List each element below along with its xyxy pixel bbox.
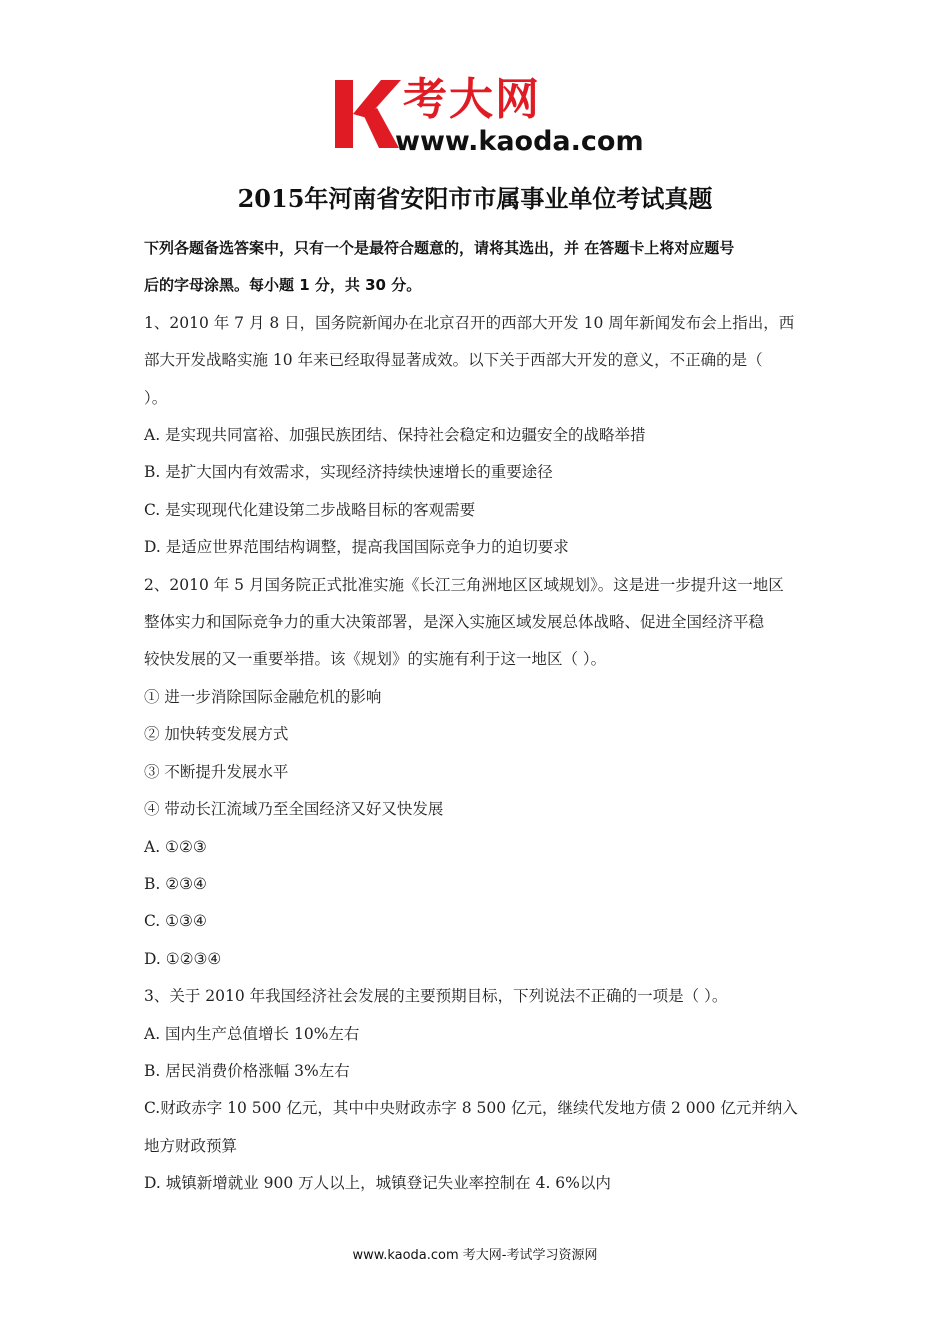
- question-1-option-b: B. 是扩大国内有效需求，实现经济持续快速增长的重要途径: [144, 463, 553, 482]
- question-2-option-b: B. ②③④: [144, 874, 207, 893]
- kaoda-logo: [333, 72, 653, 160]
- logo-k-icon: [333, 74, 403, 152]
- question-3-option-c-continued: 地方财政预算: [144, 1136, 238, 1155]
- question-2-statement-4: ④ 带动长江流域乃至全国经济又好又快发展: [144, 800, 444, 819]
- question-3-option-d: D. 城镇新增就业 900 万人以上，城镇登记失业率控制在 4. 6%以内: [144, 1174, 611, 1193]
- question-2-stem: 2、2010 年 5 月国务院正式批准实施《长江三角洲地区区域规划》。这是进一步提升这一地区: [144, 575, 784, 594]
- question-1-option-c: C. 是实现现代化建设第二步战略目标的客观需要: [144, 500, 476, 519]
- question-2-statement-3: ③ 不断提升发展水平: [144, 762, 289, 781]
- question-2-statement-2: ② 加快转变发展方式: [144, 725, 289, 744]
- question-3-option-c: C.财政赤字 10 500 亿元，其中中央财政赤字 8 500 亿元，继续代发地方债 2 000 亿元并纳入: [144, 1099, 798, 1118]
- question-3-option-a: A. 国内生产总值增长 10%左右: [144, 1024, 360, 1043]
- logo-chinese-name: 考大网: [403, 74, 541, 125]
- question-2-stem: 较快发展的又一重要举措。该《规划》的实施有利于这一地区（ ）。: [144, 650, 607, 669]
- question-1-stem: ）。: [144, 388, 168, 407]
- logo-url: www.kaoda.com: [395, 126, 644, 157]
- question-1-stem: 1、2010 年 7 月 8 日，国务院新闻办在北京召开的西部大开发 10 周年新闻发布会上指出，西: [144, 313, 795, 332]
- question-3-option-b: B. 居民消费价格涨幅 3%左右: [144, 1061, 350, 1080]
- question-1-option-d: D. 是适应世界范围结构调整，提高我国国际竞争力的迫切要求: [144, 538, 569, 557]
- question-2-option-a: A. ①②③: [144, 837, 207, 856]
- document-title: 2015年河南省安阳市市属事业单位考试真题: [237, 184, 713, 213]
- document-body: [144, 230, 810, 1203]
- question-2-option-c: C. ①③④: [144, 912, 207, 931]
- question-1-option-a: A. 是实现共同富裕、加强民族团结、保持社会稳定和边疆安全的战略举措: [144, 426, 646, 445]
- question-2-stem: 整体实力和国际竞争力的重大决策部署，是深入实施区域发展总体战略、促进全国经济平稳: [144, 613, 765, 632]
- instruction-line: 下列各题备选答案中，只有一个是最符合题意的，请将其选出，并 在答题卡上将对应题号: [144, 239, 735, 257]
- question-3-stem: 3、关于 2010 年我国经济社会发展的主要预期目标，下列说法不正确的一项是（ ）。: [144, 987, 728, 1006]
- instruction-line: 后的字母涂黑。每小题 1 分，共 30 分。: [144, 276, 422, 295]
- question-2-statement-1: ① 进一步消除国际金融危机的影响: [144, 687, 382, 706]
- question-1-stem: 部大开发战略实施 10 年来已经取得显著成效。以下关于西部大开发的意义，不正确的是（: [144, 351, 763, 370]
- page-footer: www.kaoda.com 考大网-考试学习资源网: [352, 1248, 598, 1263]
- question-2-option-d: D. ①②③④: [144, 949, 222, 968]
